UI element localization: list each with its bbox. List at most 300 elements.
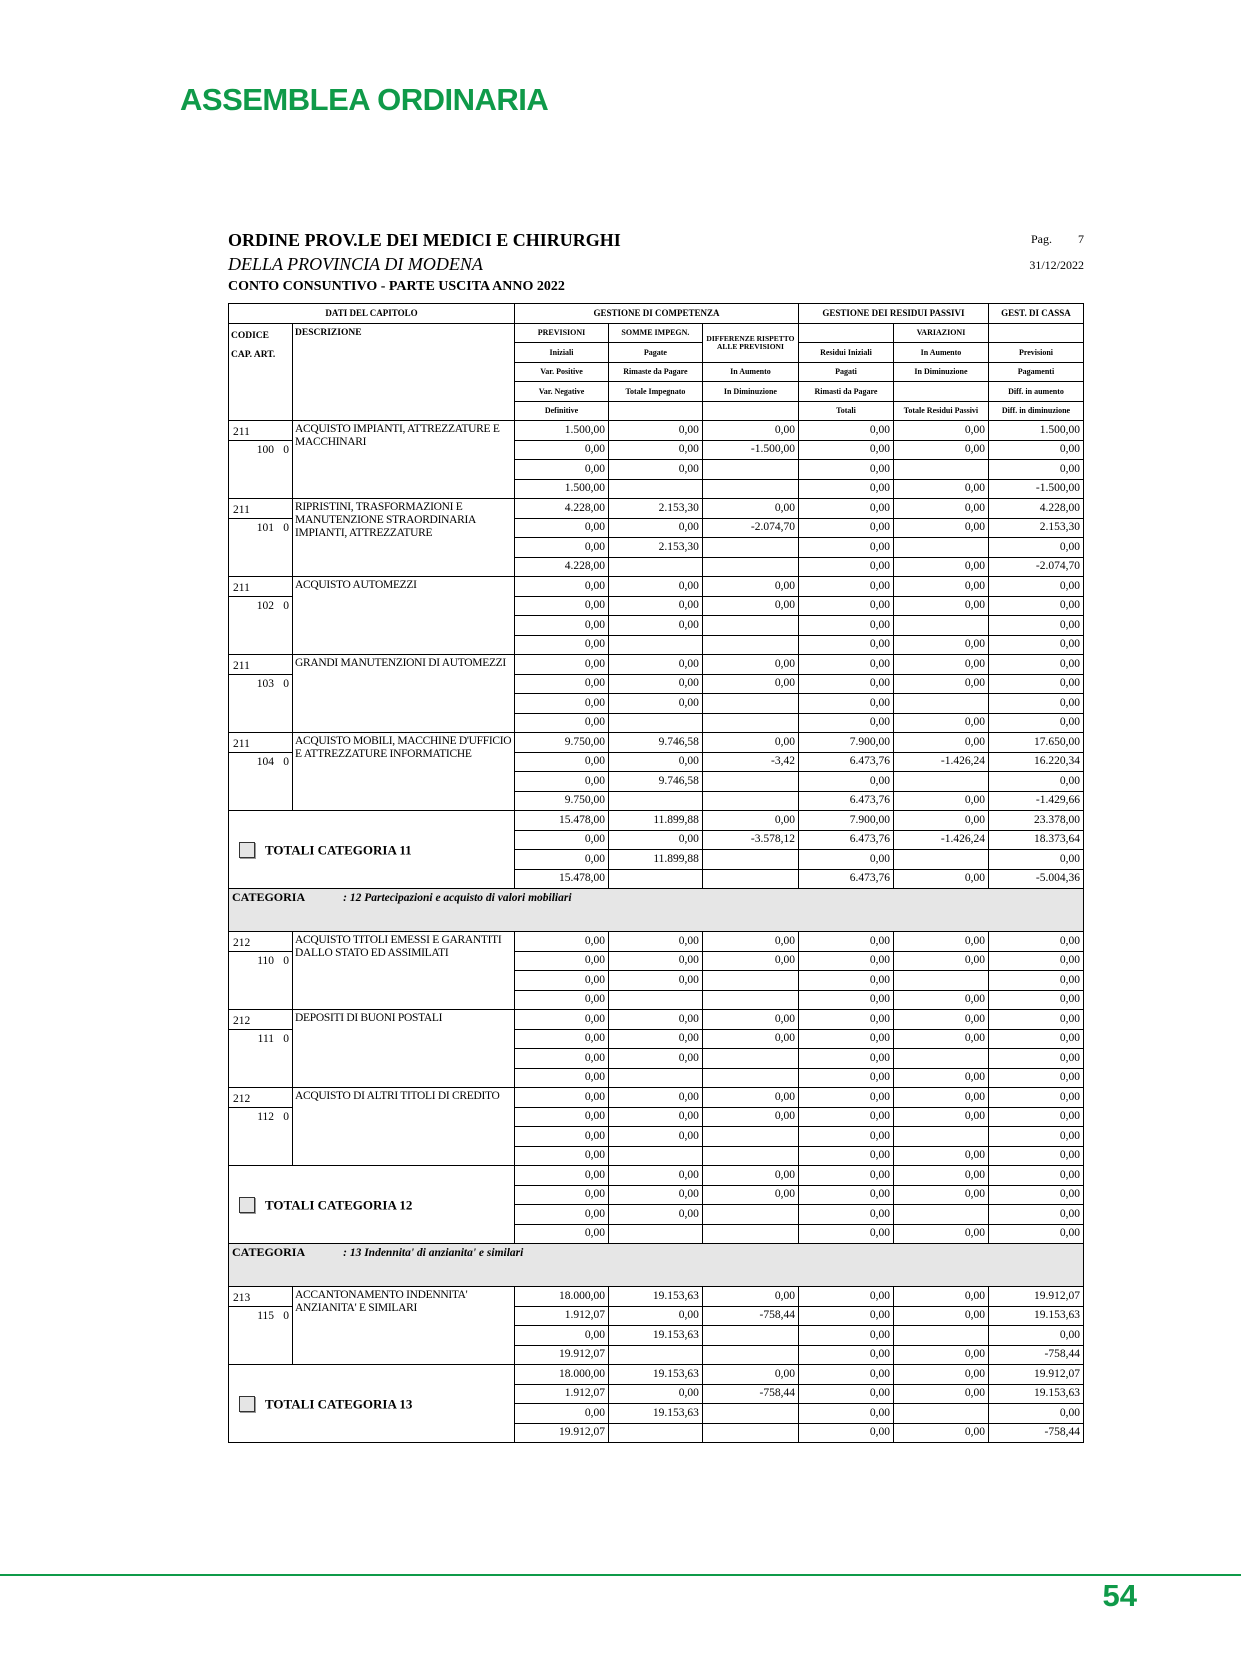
footer-divider bbox=[0, 1574, 1241, 1576]
amount-cell: 0,00 bbox=[515, 1049, 609, 1069]
amount-cell: 0,00 bbox=[608, 460, 702, 480]
item-cap: 110 bbox=[257, 955, 275, 967]
amount-cell: 1.500,00 bbox=[988, 421, 1083, 441]
amount-cell: 0,00 bbox=[893, 499, 988, 519]
item-art: 0 bbox=[283, 600, 290, 612]
header-cell: In Aumento bbox=[702, 362, 798, 382]
amount-cell: 0,00 bbox=[515, 971, 609, 991]
header-cell bbox=[702, 401, 798, 421]
amount-cell: 0,00 bbox=[893, 1068, 988, 1088]
header-row-1 bbox=[229, 323, 1084, 343]
category-label: CATEGORIA bbox=[232, 890, 306, 904]
amount-cell bbox=[702, 772, 798, 792]
amount-cell: 0,00 bbox=[798, 440, 893, 460]
page-number: 54 bbox=[1102, 1578, 1137, 1613]
amount-cell: 1.500,00 bbox=[515, 479, 609, 499]
item-code: 211 bbox=[233, 504, 250, 516]
amount-cell: 0,00 bbox=[988, 1068, 1083, 1088]
amount-cell: 0,00 bbox=[798, 694, 893, 714]
amount-cell: 0,00 bbox=[515, 1029, 609, 1049]
item-art: 0 bbox=[283, 522, 290, 534]
header-dati: DATI DEL CAPITOLO bbox=[229, 304, 515, 324]
item-code: 213 bbox=[233, 1292, 251, 1304]
header-cell: Totale Impegnato bbox=[608, 382, 702, 402]
amount-cell bbox=[702, 971, 798, 991]
amount-cell: 19.153,63 bbox=[608, 1287, 702, 1307]
amount-cell bbox=[893, 694, 988, 714]
item-cap: 112 bbox=[257, 1111, 275, 1123]
amount-cell: 0,00 bbox=[702, 1029, 798, 1049]
amount-cell: 0,00 bbox=[702, 674, 798, 694]
item-description: ACQUISTO AUTOMEZZI bbox=[293, 577, 515, 655]
amount-cell: 1.912,07 bbox=[515, 1306, 609, 1326]
amount-cell: 0,00 bbox=[798, 460, 893, 480]
amount-cell: 0,00 bbox=[798, 1166, 893, 1186]
header-group-row bbox=[229, 304, 1084, 324]
category-total-label bbox=[229, 1166, 515, 1244]
amount-cell: 0,00 bbox=[798, 1306, 893, 1326]
amount-cell: 0,00 bbox=[515, 772, 609, 792]
item-description: ACQUISTO MOBILI, MACCHINE D'UFFICIO E ATTREZZATURE INFORMATICHE bbox=[293, 733, 515, 811]
page-indicator bbox=[1031, 232, 1084, 247]
amount-cell: 4.228,00 bbox=[515, 499, 609, 519]
amount-cell bbox=[702, 1423, 798, 1443]
amount-cell: 9.746,58 bbox=[608, 733, 702, 753]
amount-cell: 0,00 bbox=[798, 932, 893, 952]
amount-cell bbox=[702, 538, 798, 558]
amount-cell: 0,00 bbox=[798, 1326, 893, 1346]
report-header-line-1 bbox=[228, 228, 1084, 252]
amount-cell bbox=[702, 990, 798, 1010]
amount-cell: 0,00 bbox=[798, 850, 893, 870]
amount-cell: 0,00 bbox=[798, 951, 893, 971]
amount-cell: 9.750,00 bbox=[515, 733, 609, 753]
amount-cell: 0,00 bbox=[798, 1029, 893, 1049]
header-cell: Rimaste da Pagare bbox=[608, 362, 702, 382]
amount-cell: 0,00 bbox=[988, 1029, 1083, 1049]
amount-cell: 4.228,00 bbox=[988, 499, 1083, 519]
header-cell: Residui Iniziali bbox=[798, 343, 893, 363]
total-label-text: TOTALI CATEGORIA 11 bbox=[265, 842, 412, 857]
amount-cell: 0,00 bbox=[798, 1146, 893, 1166]
amount-cell: 0,00 bbox=[893, 733, 988, 753]
amount-cell: 6.473,76 bbox=[798, 791, 893, 811]
expense-table bbox=[228, 303, 1084, 1443]
amount-cell: 0,00 bbox=[608, 932, 702, 952]
amount-cell: 0,00 bbox=[988, 1224, 1083, 1244]
amount-cell: 0,00 bbox=[515, 951, 609, 971]
amount-cell: 0,00 bbox=[893, 811, 988, 831]
amount-cell: 18.000,00 bbox=[515, 1365, 609, 1385]
amount-cell: 0,00 bbox=[608, 1205, 702, 1225]
amount-cell: 0,00 bbox=[702, 811, 798, 831]
item-description: ACQUISTO TITOLI EMESSI E GARANTITI DALLO STATO ED ASSIMILATI bbox=[293, 932, 515, 1010]
amount-cell: 19.912,07 bbox=[515, 1423, 609, 1443]
table-row bbox=[229, 421, 1084, 441]
amount-cell: 0,00 bbox=[988, 1010, 1083, 1030]
amount-cell: 0,00 bbox=[988, 616, 1083, 636]
header-cell: Pagate bbox=[608, 343, 702, 363]
amount-cell: 0,00 bbox=[702, 1166, 798, 1186]
amount-cell: 0,00 bbox=[798, 1068, 893, 1088]
page-label: Pag. bbox=[1031, 232, 1052, 246]
amount-cell: 19.153,63 bbox=[608, 1365, 702, 1385]
header-gestione-competenza: GESTIONE DI COMPETENZA bbox=[515, 304, 799, 324]
amount-cell: 15.478,00 bbox=[515, 811, 609, 831]
amount-cell bbox=[702, 479, 798, 499]
report-date: 31/12/2022 bbox=[1029, 258, 1084, 272]
amount-cell bbox=[702, 635, 798, 655]
amount-cell: 0,00 bbox=[893, 440, 988, 460]
amount-cell: 0,00 bbox=[515, 616, 609, 636]
amount-cell: 0,00 bbox=[988, 538, 1083, 558]
amount-cell: 0,00 bbox=[798, 971, 893, 991]
amount-cell: 0,00 bbox=[798, 1224, 893, 1244]
table-row bbox=[229, 811, 1084, 831]
amount-cell: 0,00 bbox=[798, 1287, 893, 1307]
amount-cell: -2.074,70 bbox=[702, 518, 798, 538]
item-code: 211 bbox=[233, 426, 250, 438]
amount-cell: 0,00 bbox=[515, 752, 609, 772]
amount-cell: 11.899,88 bbox=[608, 811, 702, 831]
amount-cell bbox=[702, 1205, 798, 1225]
item-description: GRANDI MANUTENZIONI DI AUTOMEZZI bbox=[293, 655, 515, 733]
item-cap-art bbox=[229, 518, 292, 534]
amount-cell: -758,44 bbox=[702, 1306, 798, 1326]
amount-cell bbox=[702, 1049, 798, 1069]
amount-cell: 0,00 bbox=[798, 1107, 893, 1127]
header-codice-label: CODICE bbox=[231, 330, 270, 341]
amount-cell: 0,00 bbox=[798, 557, 893, 577]
amount-cell: 0,00 bbox=[893, 1166, 988, 1186]
amount-cell: 0,00 bbox=[893, 1107, 988, 1127]
amount-cell: 23.378,00 bbox=[988, 811, 1083, 831]
amount-cell: 19.912,07 bbox=[988, 1287, 1083, 1307]
item-code-cell bbox=[229, 499, 293, 577]
header-descrizione: DESCRIZIONE bbox=[293, 323, 515, 421]
category-header bbox=[229, 1244, 1084, 1287]
section-title: ASSEMBLEA ORDINARIA bbox=[180, 82, 549, 117]
amount-cell: 0,00 bbox=[798, 421, 893, 441]
page-value: 7 bbox=[1078, 232, 1084, 246]
item-code-cell bbox=[229, 1088, 293, 1166]
amount-cell bbox=[608, 1224, 702, 1244]
amount-cell: 11.899,88 bbox=[608, 850, 702, 870]
amount-cell: 0,00 bbox=[988, 1049, 1083, 1069]
table-row bbox=[229, 1287, 1084, 1307]
checkbox-icon bbox=[239, 842, 255, 858]
amount-cell: 0,00 bbox=[515, 932, 609, 952]
amount-cell: 18.000,00 bbox=[515, 1287, 609, 1307]
amount-cell bbox=[893, 460, 988, 480]
amount-cell: 0,00 bbox=[608, 971, 702, 991]
amount-cell bbox=[702, 850, 798, 870]
amount-cell: 0,00 bbox=[893, 1365, 988, 1385]
amount-cell: 0,00 bbox=[893, 635, 988, 655]
item-cap: 103 bbox=[256, 678, 275, 690]
amount-cell: 0,00 bbox=[515, 990, 609, 1010]
amount-cell: 0,00 bbox=[893, 557, 988, 577]
amount-cell: 0,00 bbox=[515, 1010, 609, 1030]
item-art: 0 bbox=[283, 678, 290, 690]
amount-cell: 19.153,63 bbox=[608, 1404, 702, 1424]
item-code: 211 bbox=[233, 660, 250, 672]
amount-cell bbox=[608, 557, 702, 577]
amount-cell: 0,00 bbox=[988, 772, 1083, 792]
table-row bbox=[229, 932, 1084, 952]
amount-cell: 0,00 bbox=[608, 616, 702, 636]
amount-cell: -1.500,00 bbox=[702, 440, 798, 460]
amount-cell bbox=[702, 1127, 798, 1147]
amount-cell: 0,00 bbox=[893, 951, 988, 971]
amount-cell: 0,00 bbox=[798, 499, 893, 519]
amount-cell: 0,00 bbox=[893, 1306, 988, 1326]
amount-cell: 0,00 bbox=[608, 1166, 702, 1186]
amount-cell: 0,00 bbox=[702, 499, 798, 519]
amount-cell: 0,00 bbox=[608, 752, 702, 772]
report-header-line-2 bbox=[228, 252, 1084, 276]
amount-cell: 0,00 bbox=[515, 1224, 609, 1244]
category-total-label bbox=[229, 1365, 515, 1443]
item-cap: 102 bbox=[256, 600, 275, 612]
amount-cell: 0,00 bbox=[988, 655, 1083, 675]
header-differenze: DIFFERENZE RISPETTO ALLE PREVISIONI bbox=[702, 323, 798, 362]
item-art: 0 bbox=[283, 955, 290, 967]
amount-cell: -5.004,36 bbox=[988, 869, 1083, 889]
organization-name: ORDINE PROV.LE DEI MEDICI E CHIRURGHI bbox=[228, 230, 621, 250]
amount-cell: 0,00 bbox=[893, 1010, 988, 1030]
amount-cell bbox=[893, 616, 988, 636]
amount-cell: 0,00 bbox=[893, 577, 988, 597]
amount-cell: 0,00 bbox=[515, 830, 609, 850]
amount-cell: 0,00 bbox=[798, 1010, 893, 1030]
item-cap-art bbox=[229, 440, 292, 456]
amount-cell: 0,00 bbox=[893, 1088, 988, 1108]
amount-cell: 0,00 bbox=[515, 1088, 609, 1108]
item-description: DEPOSITI DI BUONI POSTALI bbox=[293, 1010, 515, 1088]
header-previsioni: PREVISIONI bbox=[515, 323, 609, 343]
amount-cell: 0,00 bbox=[608, 694, 702, 714]
header-empty bbox=[798, 323, 893, 343]
item-art: 0 bbox=[283, 1111, 290, 1123]
amount-cell: 0,00 bbox=[893, 518, 988, 538]
amount-cell: 0,00 bbox=[893, 655, 988, 675]
amount-cell: 0,00 bbox=[702, 1088, 798, 1108]
amount-cell: 0,00 bbox=[515, 713, 609, 733]
amount-cell: 0,00 bbox=[515, 1326, 609, 1346]
amount-cell: 0,00 bbox=[988, 713, 1083, 733]
amount-cell bbox=[702, 1146, 798, 1166]
amount-cell: -3,42 bbox=[702, 752, 798, 772]
financial-report bbox=[228, 228, 1084, 1439]
amount-cell: 0,00 bbox=[988, 932, 1083, 952]
amount-cell: 0,00 bbox=[893, 596, 988, 616]
amount-cell bbox=[702, 1326, 798, 1346]
amount-cell: 0,00 bbox=[798, 655, 893, 675]
amount-cell: 0,00 bbox=[702, 577, 798, 597]
amount-cell: 0,00 bbox=[608, 1010, 702, 1030]
amount-cell: 0,00 bbox=[988, 850, 1083, 870]
amount-cell: 1.912,07 bbox=[515, 1384, 609, 1404]
amount-cell bbox=[893, 772, 988, 792]
amount-cell: 0,00 bbox=[798, 1127, 893, 1147]
amount-cell: 0,00 bbox=[798, 616, 893, 636]
amount-cell: 0,00 bbox=[515, 538, 609, 558]
item-description: ACQUISTO IMPIANTI, ATTREZZATURE E MACCHINARI bbox=[293, 421, 515, 499]
item-code-cell bbox=[229, 577, 293, 655]
amount-cell: 0,00 bbox=[702, 932, 798, 952]
amount-cell: 0,00 bbox=[988, 1127, 1083, 1147]
item-code: 212 bbox=[233, 1093, 251, 1105]
amount-cell: 0,00 bbox=[515, 850, 609, 870]
amount-cell: 6.473,76 bbox=[798, 752, 893, 772]
amount-cell: 0,00 bbox=[608, 1127, 702, 1147]
total-label-text: TOTALI CATEGORIA 13 bbox=[265, 1396, 413, 1411]
amount-cell: 0,00 bbox=[515, 1166, 609, 1186]
amount-cell: 0,00 bbox=[893, 1029, 988, 1049]
item-art: 0 bbox=[283, 756, 290, 768]
table-row bbox=[229, 655, 1084, 675]
amount-cell: 0,00 bbox=[988, 1166, 1083, 1186]
amount-cell: 0,00 bbox=[515, 1107, 609, 1127]
table-row bbox=[229, 1365, 1084, 1385]
item-cap-art bbox=[229, 674, 292, 690]
amount-cell bbox=[893, 1205, 988, 1225]
amount-cell: 0,00 bbox=[988, 951, 1083, 971]
amount-cell bbox=[702, 616, 798, 636]
item-code-cell bbox=[229, 1010, 293, 1088]
item-code-cell bbox=[229, 421, 293, 499]
item-cap-art bbox=[229, 1306, 292, 1322]
amount-cell bbox=[893, 538, 988, 558]
amount-cell: 0,00 bbox=[988, 1404, 1083, 1424]
header-cell: Totale Residui Passivi bbox=[893, 401, 988, 421]
amount-cell: 0,00 bbox=[702, 596, 798, 616]
category-header bbox=[229, 889, 1084, 932]
amount-cell: 0,00 bbox=[988, 971, 1083, 991]
amount-cell: 2.153,30 bbox=[608, 538, 702, 558]
amount-cell bbox=[893, 850, 988, 870]
category-row bbox=[229, 1244, 1084, 1287]
amount-cell: 0,00 bbox=[893, 869, 988, 889]
report-title: CONTO CONSUNTIVO - PARTE USCITA ANNO 2022 bbox=[228, 279, 565, 294]
amount-cell: 0,00 bbox=[988, 674, 1083, 694]
amount-cell bbox=[702, 869, 798, 889]
amount-cell bbox=[702, 1404, 798, 1424]
amount-cell: 0,00 bbox=[515, 1205, 609, 1225]
province-name: DELLA PROVINCIA DI MODENA bbox=[228, 254, 483, 274]
amount-cell: 17.650,00 bbox=[988, 733, 1083, 753]
amount-cell: 0,00 bbox=[608, 1088, 702, 1108]
header-cell: Var. Positive bbox=[515, 362, 609, 382]
amount-cell: 0,00 bbox=[798, 990, 893, 1010]
table-row bbox=[229, 733, 1084, 753]
amount-cell: 0,00 bbox=[988, 990, 1083, 1010]
amount-cell: 0,00 bbox=[798, 479, 893, 499]
amount-cell: 0,00 bbox=[893, 1287, 988, 1307]
amount-cell: 0,00 bbox=[608, 440, 702, 460]
amount-cell: 0,00 bbox=[515, 1068, 609, 1088]
amount-cell bbox=[608, 990, 702, 1010]
header-cap-art-label: CAP. ART. bbox=[231, 349, 276, 360]
amount-cell bbox=[608, 1345, 702, 1365]
amount-cell: 0,00 bbox=[988, 596, 1083, 616]
amount-cell: 0,00 bbox=[702, 655, 798, 675]
table-row bbox=[229, 1010, 1084, 1030]
amount-cell: 0,00 bbox=[608, 596, 702, 616]
amount-cell: 0,00 bbox=[988, 577, 1083, 597]
checkbox-icon bbox=[239, 1197, 255, 1213]
amount-cell bbox=[702, 460, 798, 480]
amount-cell: 0,00 bbox=[798, 1345, 893, 1365]
item-code: 211 bbox=[233, 582, 250, 594]
amount-cell: 2.153,30 bbox=[988, 518, 1083, 538]
header-cell: Definitive bbox=[515, 401, 609, 421]
amount-cell: 0,00 bbox=[702, 421, 798, 441]
amount-cell: 0,00 bbox=[608, 1306, 702, 1326]
header-cell: Diff. in aumento bbox=[988, 382, 1083, 402]
amount-cell: 0,00 bbox=[798, 772, 893, 792]
amount-cell: 0,00 bbox=[515, 1404, 609, 1424]
amount-cell: 0,00 bbox=[798, 674, 893, 694]
item-cap: 104 bbox=[256, 756, 275, 768]
amount-cell bbox=[702, 1068, 798, 1088]
checkbox-icon bbox=[239, 1396, 255, 1412]
header-cell: Diff. in diminuzione bbox=[988, 401, 1083, 421]
amount-cell: 0,00 bbox=[515, 460, 609, 480]
amount-cell: -1.426,24 bbox=[893, 752, 988, 772]
category-name: : 13 Indennita' di anzianita' e similari bbox=[343, 1247, 524, 1259]
item-code: 212 bbox=[233, 937, 251, 949]
amount-cell: 19.153,63 bbox=[988, 1306, 1083, 1326]
amount-cell: 0,00 bbox=[988, 1185, 1083, 1205]
amount-cell bbox=[608, 1423, 702, 1443]
amount-cell: -1.426,24 bbox=[893, 830, 988, 850]
amount-cell: 0,00 bbox=[798, 1049, 893, 1069]
amount-cell: 0,00 bbox=[608, 951, 702, 971]
header-somme-impegn: SOMME IMPEGN. bbox=[608, 323, 702, 343]
amount-cell bbox=[608, 1146, 702, 1166]
item-cap-art bbox=[229, 596, 292, 612]
amount-cell: 0,00 bbox=[988, 1326, 1083, 1346]
amount-cell: 0,00 bbox=[893, 1345, 988, 1365]
amount-cell: 9.746,58 bbox=[608, 772, 702, 792]
amount-cell: 0,00 bbox=[515, 694, 609, 714]
amount-cell: 16.220,34 bbox=[988, 752, 1083, 772]
table-row bbox=[229, 1166, 1084, 1186]
amount-cell: 0,00 bbox=[893, 990, 988, 1010]
amount-cell: 0,00 bbox=[798, 1423, 893, 1443]
amount-cell: 0,00 bbox=[608, 518, 702, 538]
category-name: : 12 Partecipazioni e acquisto di valori mobiliari bbox=[343, 892, 572, 904]
amount-cell: 0,00 bbox=[702, 951, 798, 971]
amount-cell: 1.500,00 bbox=[515, 421, 609, 441]
amount-cell: 7.900,00 bbox=[798, 811, 893, 831]
amount-cell: 0,00 bbox=[515, 518, 609, 538]
amount-cell: 18.373,64 bbox=[988, 830, 1083, 850]
amount-cell: 0,00 bbox=[893, 1146, 988, 1166]
amount-cell bbox=[893, 1326, 988, 1346]
amount-cell: 0,00 bbox=[608, 674, 702, 694]
amount-cell: 0,00 bbox=[988, 694, 1083, 714]
amount-cell: 0,00 bbox=[515, 1127, 609, 1147]
amount-cell: 0,00 bbox=[702, 1185, 798, 1205]
amount-cell bbox=[702, 1345, 798, 1365]
amount-cell: -1.429,66 bbox=[988, 791, 1083, 811]
amount-cell: 0,00 bbox=[798, 1404, 893, 1424]
amount-cell: 0,00 bbox=[893, 674, 988, 694]
header-cell: Iniziali bbox=[515, 343, 609, 363]
